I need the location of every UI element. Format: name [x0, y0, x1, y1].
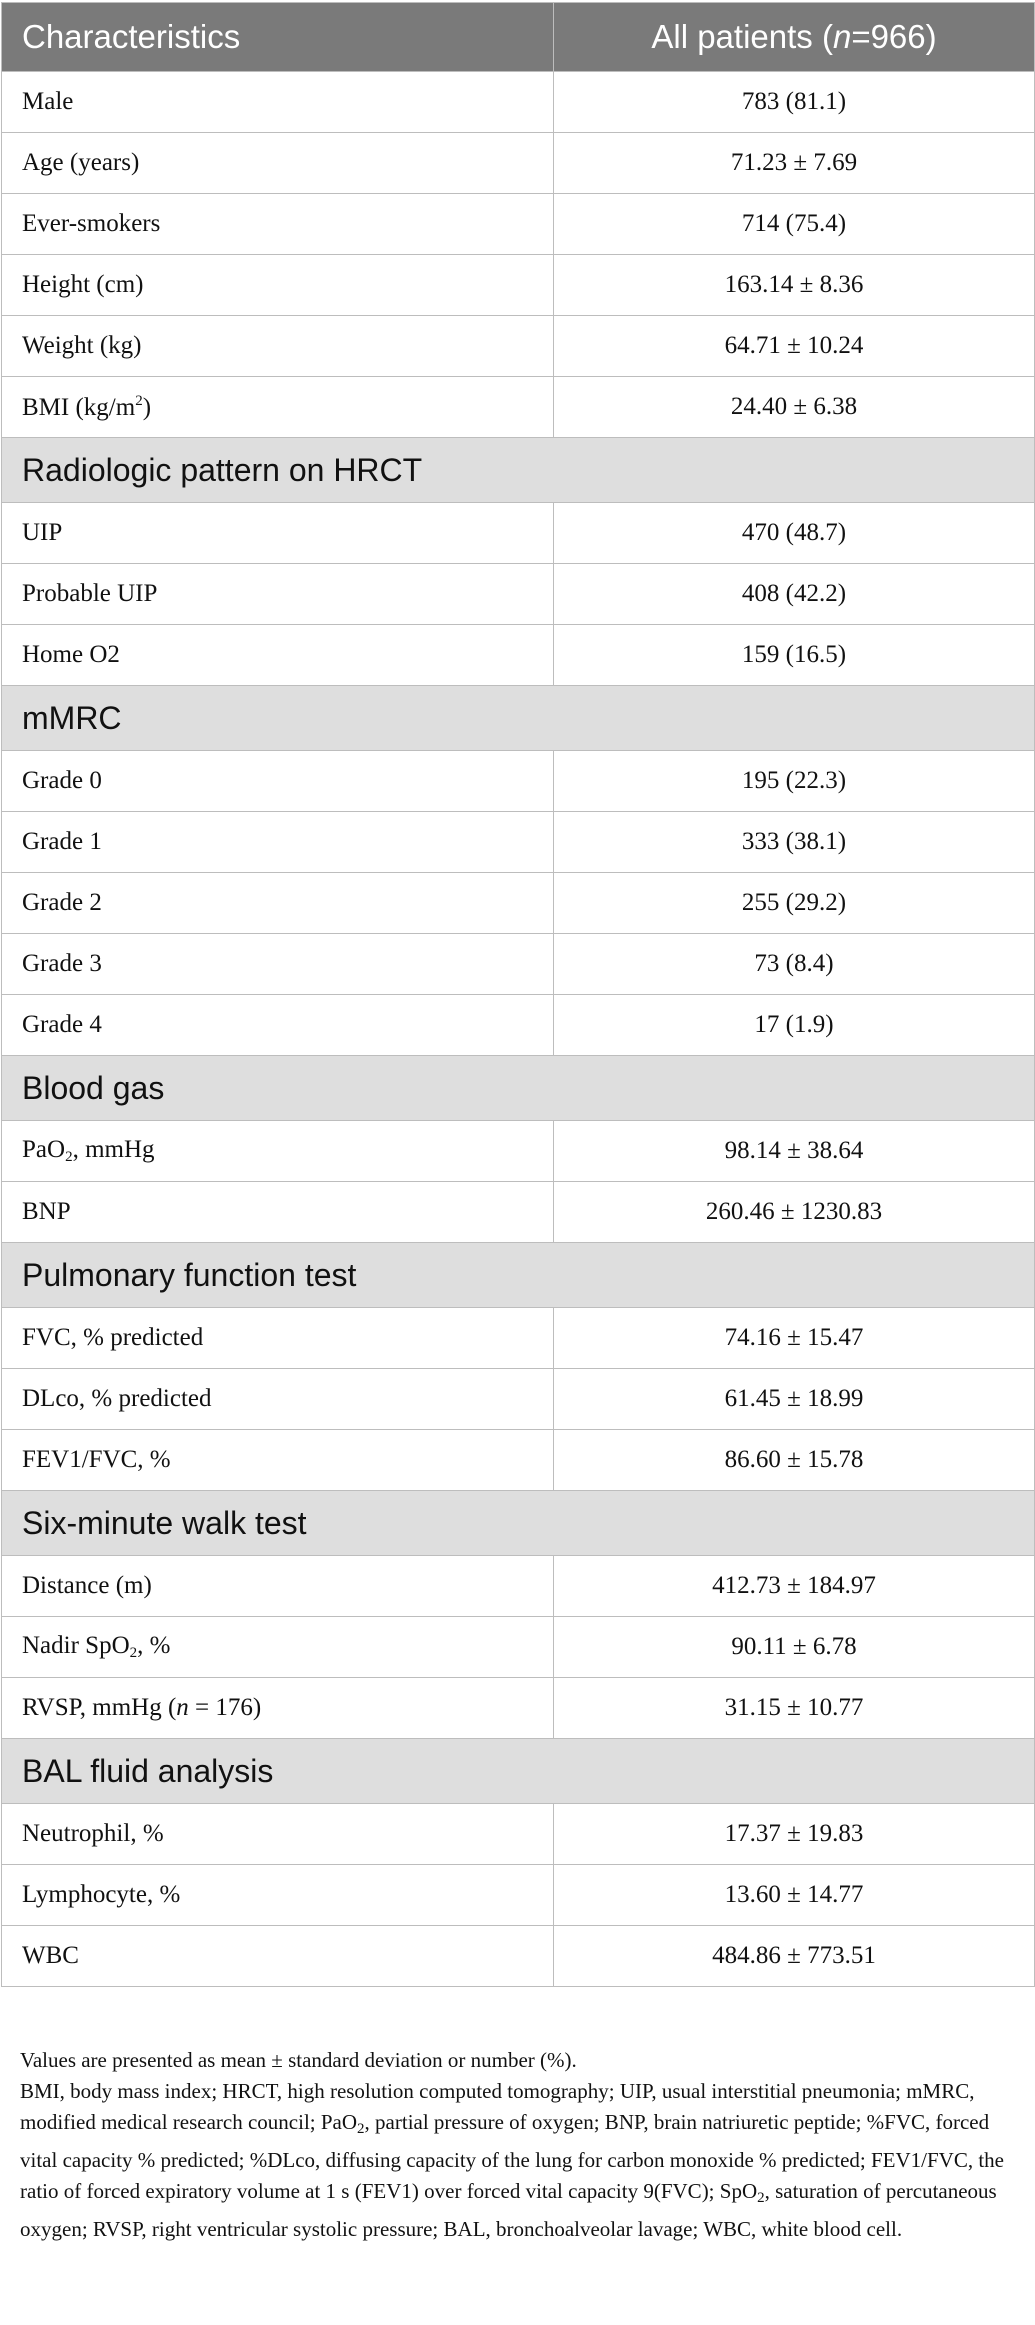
table-row	[2, 503, 1035, 564]
row-value-ever-smokers: 714 (75.4)	[554, 194, 1035, 255]
section-row-blood-gas	[2, 1056, 1035, 1121]
row-value-bmi: 24.40 ± 6.38	[554, 377, 1035, 438]
footnote-abbrev-part1: BMI, body mass index; HRCT, high resolution computed tomography; UIP, usual interstitial pneumonia; mMRC, modified medical research council; PaO	[20, 2079, 975, 2134]
pao2-label-subscript: 2	[65, 1149, 73, 1165]
section-row-radiologic	[2, 438, 1035, 503]
row-label-home-o2: Home O2	[2, 625, 554, 686]
row-label-pao2	[2, 1121, 554, 1182]
row-value-grade-1: 333 (38.1)	[554, 812, 1035, 873]
row-value-uip: 470 (48.7)	[554, 503, 1035, 564]
characteristics-table	[1, 2, 1035, 1987]
row-value-grade-0: 195 (22.3)	[554, 751, 1035, 812]
row-label-wbc: WBC	[2, 1926, 554, 1987]
section-title-mmrc: mMRC	[2, 686, 1035, 751]
header-all-patients-suffix: =966)	[851, 18, 937, 55]
table-row	[2, 1182, 1035, 1243]
row-label-grade-2: Grade 2	[2, 873, 554, 934]
bmi-label-suffix: )	[142, 393, 152, 421]
row-value-wbc: 484.86 ± 773.51	[554, 1926, 1035, 1987]
table-row	[2, 625, 1035, 686]
bmi-label-superscript: 2	[135, 392, 143, 409]
row-label-nadir-spo2	[2, 1617, 554, 1678]
row-label-bmi	[2, 377, 554, 438]
row-label-dlco: DLco, % predicted	[2, 1369, 554, 1430]
row-label-probable-uip: Probable UIP	[2, 564, 554, 625]
footnote-abbrev-part2: , partial pressure of oxygen; BNP, brain natriuretic peptide; %FVC, forced vital capacity % predicted; %DLco, diffusing capacity of the lung for carbon monoxide % predicted; FEV1/FVC, the ratio of forced expiratory volume at 1 s (FEV1) over forced vital capacity 9(FVC); SpO	[20, 2110, 1004, 2203]
footnote-abbrev-part3: , saturation of percutaneous oxygen; RVSP, right ventricular systolic pressure; BAL, bronchoalveolar lavage; WBC, white blood cell.	[20, 2179, 997, 2241]
row-value-fvc: 74.16 ± 15.47	[554, 1308, 1035, 1369]
table-row	[2, 873, 1035, 934]
row-value-height: 163.14 ± 8.36	[554, 255, 1035, 316]
bmi-label-prefix: BMI (kg/m	[22, 393, 136, 421]
section-row-mmrc	[2, 686, 1035, 751]
row-label-grade-3: Grade 3	[2, 934, 554, 995]
table-row	[2, 1617, 1035, 1678]
table-row	[2, 255, 1035, 316]
table-row	[2, 1430, 1035, 1491]
table-row	[2, 564, 1035, 625]
table-row	[2, 1678, 1035, 1739]
table-row	[2, 934, 1035, 995]
row-value-distance: 412.73 ± 184.97	[554, 1556, 1035, 1617]
row-value-pao2: 98.14 ± 38.64	[554, 1121, 1035, 1182]
row-value-weight: 64.71 ± 10.24	[554, 316, 1035, 377]
row-label-male: Male	[2, 72, 554, 133]
row-label-height: Height (cm)	[2, 255, 554, 316]
pao2-label-prefix: PaO	[22, 1136, 66, 1163]
row-value-lymphocyte: 13.60 ± 14.77	[554, 1865, 1035, 1926]
section-title-blood-gas: Blood gas	[2, 1056, 1035, 1121]
table-header-row	[2, 3, 1035, 72]
table-row	[2, 995, 1035, 1056]
footnote-abbrev-sub1: 2	[357, 2121, 365, 2137]
row-value-rvsp: 31.15 ± 10.77	[554, 1678, 1035, 1739]
section-row-walk-test	[2, 1491, 1035, 1556]
row-label-uip: UIP	[2, 503, 554, 564]
row-label-ever-smokers: Ever-smokers	[2, 194, 554, 255]
table-row	[2, 1926, 1035, 1987]
table-row	[2, 1308, 1035, 1369]
row-label-grade-1: Grade 1	[2, 812, 554, 873]
table-row	[2, 194, 1035, 255]
rvsp-label-prefix: RVSP, mmHg (	[22, 1694, 177, 1721]
row-value-probable-uip: 408 (42.2)	[554, 564, 1035, 625]
row-label-neutrophil: Neutrophil, %	[2, 1804, 554, 1865]
table-row	[2, 377, 1035, 438]
footnote-abbreviations	[20, 2076, 1020, 2245]
header-all-patients-prefix: All patients (	[651, 18, 833, 55]
row-label-age: Age (years)	[2, 133, 554, 194]
header-characteristics: Characteristics	[2, 3, 554, 72]
nadir-label-prefix: Nadir SpO	[22, 1632, 130, 1659]
table-row	[2, 751, 1035, 812]
row-value-grade-3: 73 (8.4)	[554, 934, 1035, 995]
row-value-male: 783 (81.1)	[554, 72, 1035, 133]
row-value-dlco: 61.45 ± 18.99	[554, 1369, 1035, 1430]
table-row	[2, 812, 1035, 873]
row-label-grade-0: Grade 0	[2, 751, 554, 812]
rvsp-label-n-italic: n	[176, 1694, 189, 1721]
section-row-bal	[2, 1739, 1035, 1804]
row-value-grade-2: 255 (29.2)	[554, 873, 1035, 934]
nadir-label-suffix: , %	[137, 1632, 171, 1659]
section-title-walk-test: Six-minute walk test	[2, 1491, 1035, 1556]
footnote-abbrev-sub2: 2	[757, 2190, 765, 2206]
section-title-pft: Pulmonary function test	[2, 1243, 1035, 1308]
row-value-fev1-fvc: 86.60 ± 15.78	[554, 1430, 1035, 1491]
table-row	[2, 316, 1035, 377]
section-title-radiologic: Radiologic pattern on HRCT	[2, 438, 1035, 503]
table-footnote	[20, 2045, 1020, 2245]
rvsp-label-suffix: = 176)	[188, 1694, 262, 1721]
table-row	[2, 1121, 1035, 1182]
row-value-home-o2: 159 (16.5)	[554, 625, 1035, 686]
table-row	[2, 133, 1035, 194]
row-label-fev1-fvc: FEV1/FVC, %	[2, 1430, 554, 1491]
section-row-pft	[2, 1243, 1035, 1308]
row-value-neutrophil: 17.37 ± 19.83	[554, 1804, 1035, 1865]
row-value-nadir-spo2: 90.11 ± 6.78	[554, 1617, 1035, 1678]
row-label-weight: Weight (kg)	[2, 316, 554, 377]
row-value-bnp: 260.46 ± 1230.83	[554, 1182, 1035, 1243]
row-label-fvc: FVC, % predicted	[2, 1308, 554, 1369]
nadir-label-subscript: 2	[129, 1645, 138, 1661]
header-all-patients	[554, 3, 1035, 72]
header-n-italic: n	[832, 18, 852, 55]
table-row	[2, 72, 1035, 133]
row-value-age: 71.23 ± 7.69	[554, 133, 1035, 194]
row-label-grade-4: Grade 4	[2, 995, 554, 1056]
row-label-rvsp	[2, 1678, 554, 1739]
row-label-bnp: BNP	[2, 1182, 554, 1243]
section-title-bal: BAL fluid analysis	[2, 1739, 1035, 1804]
footnote-values-note: Values are presented as mean ± standard deviation or number (%).	[20, 2048, 577, 2072]
table-row	[2, 1865, 1035, 1926]
row-label-distance: Distance (m)	[2, 1556, 554, 1617]
table-row	[2, 1556, 1035, 1617]
row-value-grade-4: 17 (1.9)	[554, 995, 1035, 1056]
table-row	[2, 1804, 1035, 1865]
table-row	[2, 1369, 1035, 1430]
pao2-label-suffix: , mmHg	[72, 1136, 155, 1163]
row-label-lymphocyte: Lymphocyte, %	[2, 1865, 554, 1926]
